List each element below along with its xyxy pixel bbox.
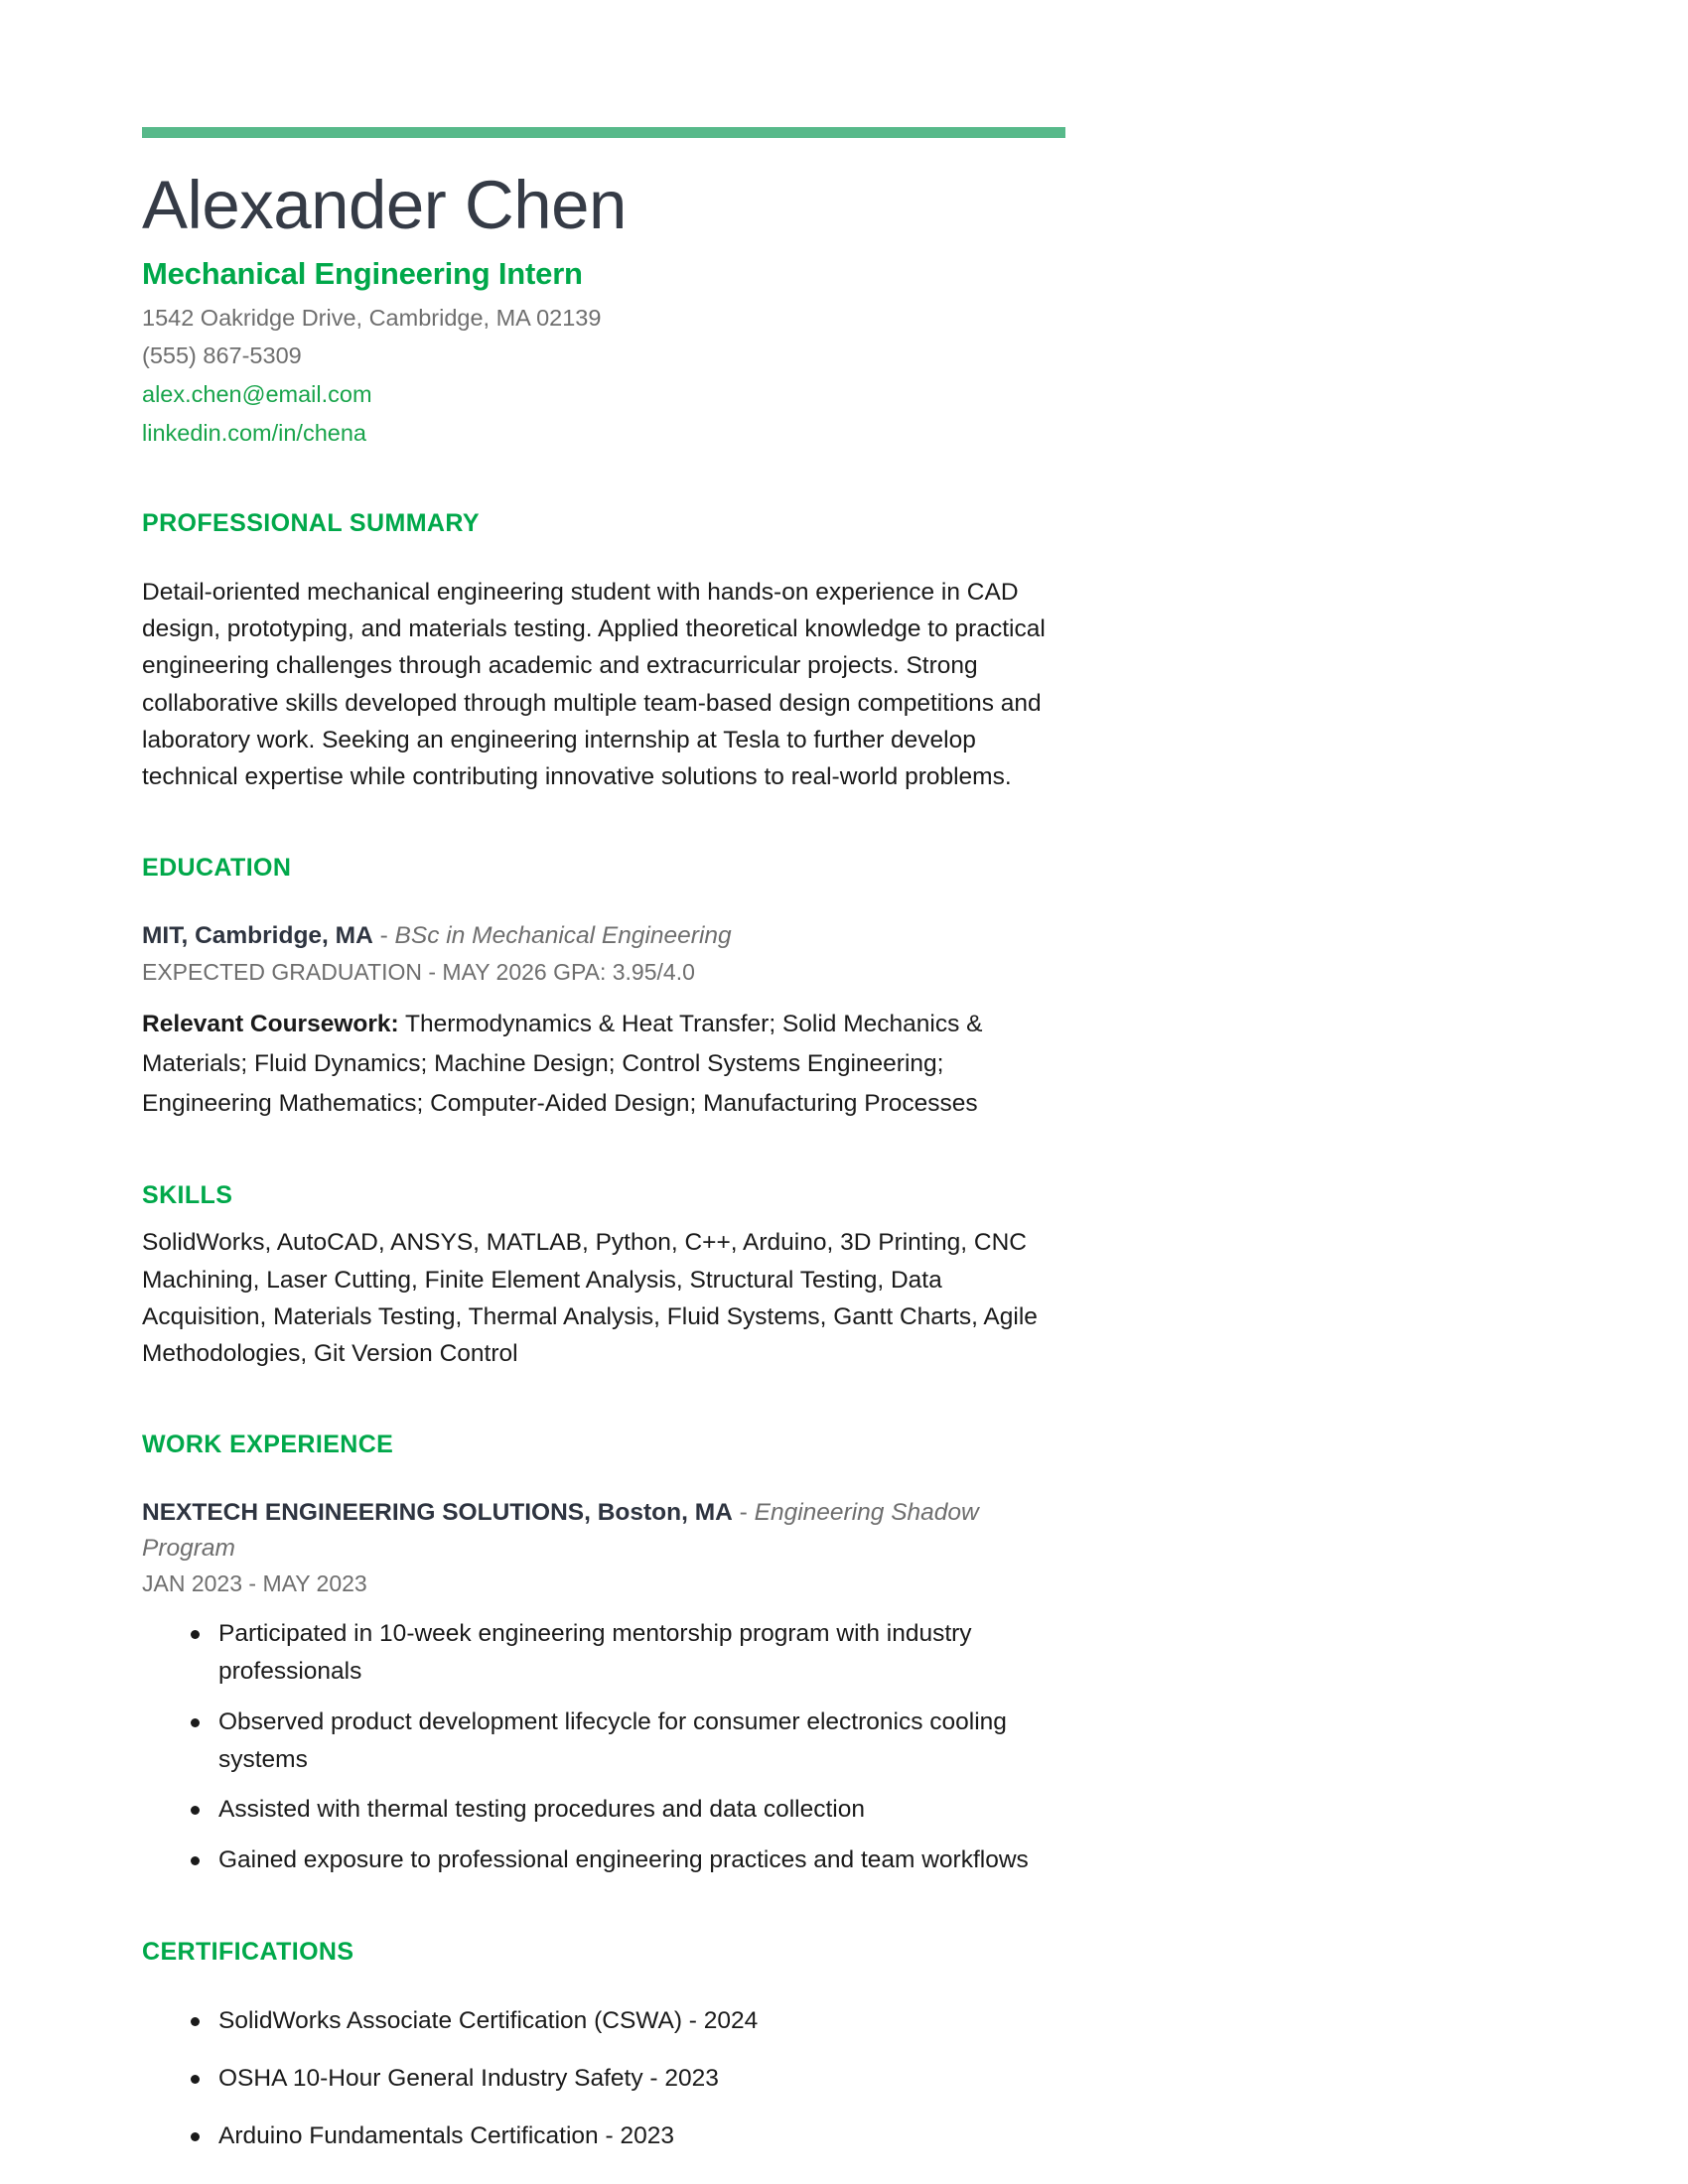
summary-text: Detail-oriented mechanical engineering student with hands-on experience in CAD design, prototyping, and materials testing. Applied theoretical knowledge to practical engineering challenges through academic and extracurricular projects. Strong collaborative skills developed through multiple team-based design competitions and laboratory work. Seeking an engineering internship at Tesla to further develop technical expertise while contributing innovative solutions to real-world problems. (142, 578, 1046, 791)
section-education (142, 853, 1065, 1123)
section-professional-summary (142, 508, 1065, 795)
list-item: Arduino Fundamentals Certification - 2023 (186, 2117, 1065, 2155)
contact-email-link[interactable]: alex.chen@email.com (142, 381, 372, 408)
education-degree: BSc in Mechanical Engineering (394, 922, 732, 950)
education-school: MIT, Cambridge, MA (142, 922, 373, 950)
work-heading: WORK EXPERIENCE (142, 1431, 394, 1459)
resume-content (142, 0, 1065, 2155)
skills-heading: SKILLS (142, 1181, 233, 1210)
work-separator: - (732, 1499, 755, 1527)
work-bullet-list (142, 1615, 1065, 1880)
work-company: NEXTECH ENGINEERING SOLUTIONS, Boston, MA (142, 1499, 733, 1527)
summary-heading: PROFESSIONAL SUMMARY (142, 508, 480, 537)
contact-address: 1542 Oakridge Drive, Cambridge, MA 02139 (142, 304, 602, 331)
coursework-label: Relevant Coursework: (142, 1011, 399, 1038)
education-entry-title (142, 918, 1065, 954)
work-dates: JAN 2023 - MAY 2023 (142, 1570, 367, 1597)
education-heading: EDUCATION (142, 854, 292, 883)
list-item: Observed product development lifecycle for consumer electronics cooling systems (186, 1704, 1065, 1779)
list-item: Assisted with thermal testing procedures and data collection (186, 1791, 1065, 1829)
candidate-name: Alexander Chen (142, 167, 627, 243)
education-coursework (142, 1005, 1065, 1123)
header-rule (142, 127, 1065, 138)
work-role: Engineering Shadow Program (142, 1499, 979, 1562)
section-skills (142, 1180, 1065, 1372)
education-separator: - (372, 922, 395, 950)
resume-header (142, 167, 1065, 451)
certifications-list (142, 2002, 1065, 2155)
skills-text: SolidWorks, AutoCAD, ANSYS, MATLAB, Python, C++, Arduino, 3D Printing, CNC Machining, Laser Cutting, Finite Element Analysis, Structural Testing, Data Acquisition, Materials Testing, Thermal Analysis, Fluid Systems, Gantt Charts, Agile Methodologies, Git Version Control (142, 1229, 1038, 1367)
contact-linkedin-link[interactable]: linkedin.com/in/chena (142, 420, 366, 447)
list-item: SolidWorks Associate Certification (CSWA) - 2024 (186, 2002, 1065, 2040)
certifications-heading: CERTIFICATIONS (142, 1938, 354, 1967)
section-certifications (142, 1937, 1065, 2155)
contact-phone: (555) 867-5309 (142, 342, 302, 369)
candidate-job-title: Mechanical Engineering Intern (142, 256, 583, 291)
education-graduation: EXPECTED GRADUATION - MAY 2026 GPA: 3.95/4.0 (142, 958, 695, 985)
work-entry-title (142, 1495, 1065, 1566)
section-work-experience (142, 1430, 1065, 1879)
list-item: Participated in 10-week engineering mentorship program with industry professionals (186, 1615, 1065, 1691)
coursework-list: Thermodynamics & Heat Transfer; Solid Mechanics & Materials; Fluid Dynamics; Machine Design; Control Systems Engineering; Engineering Mathematics; Computer-Aided Design; Manufacturing Processes (142, 1011, 983, 1117)
list-item: OSHA 10-Hour General Industry Safety - 2023 (186, 2060, 1065, 2098)
list-item: Gained exposure to professional engineering practices and team workflows (186, 1842, 1065, 1879)
